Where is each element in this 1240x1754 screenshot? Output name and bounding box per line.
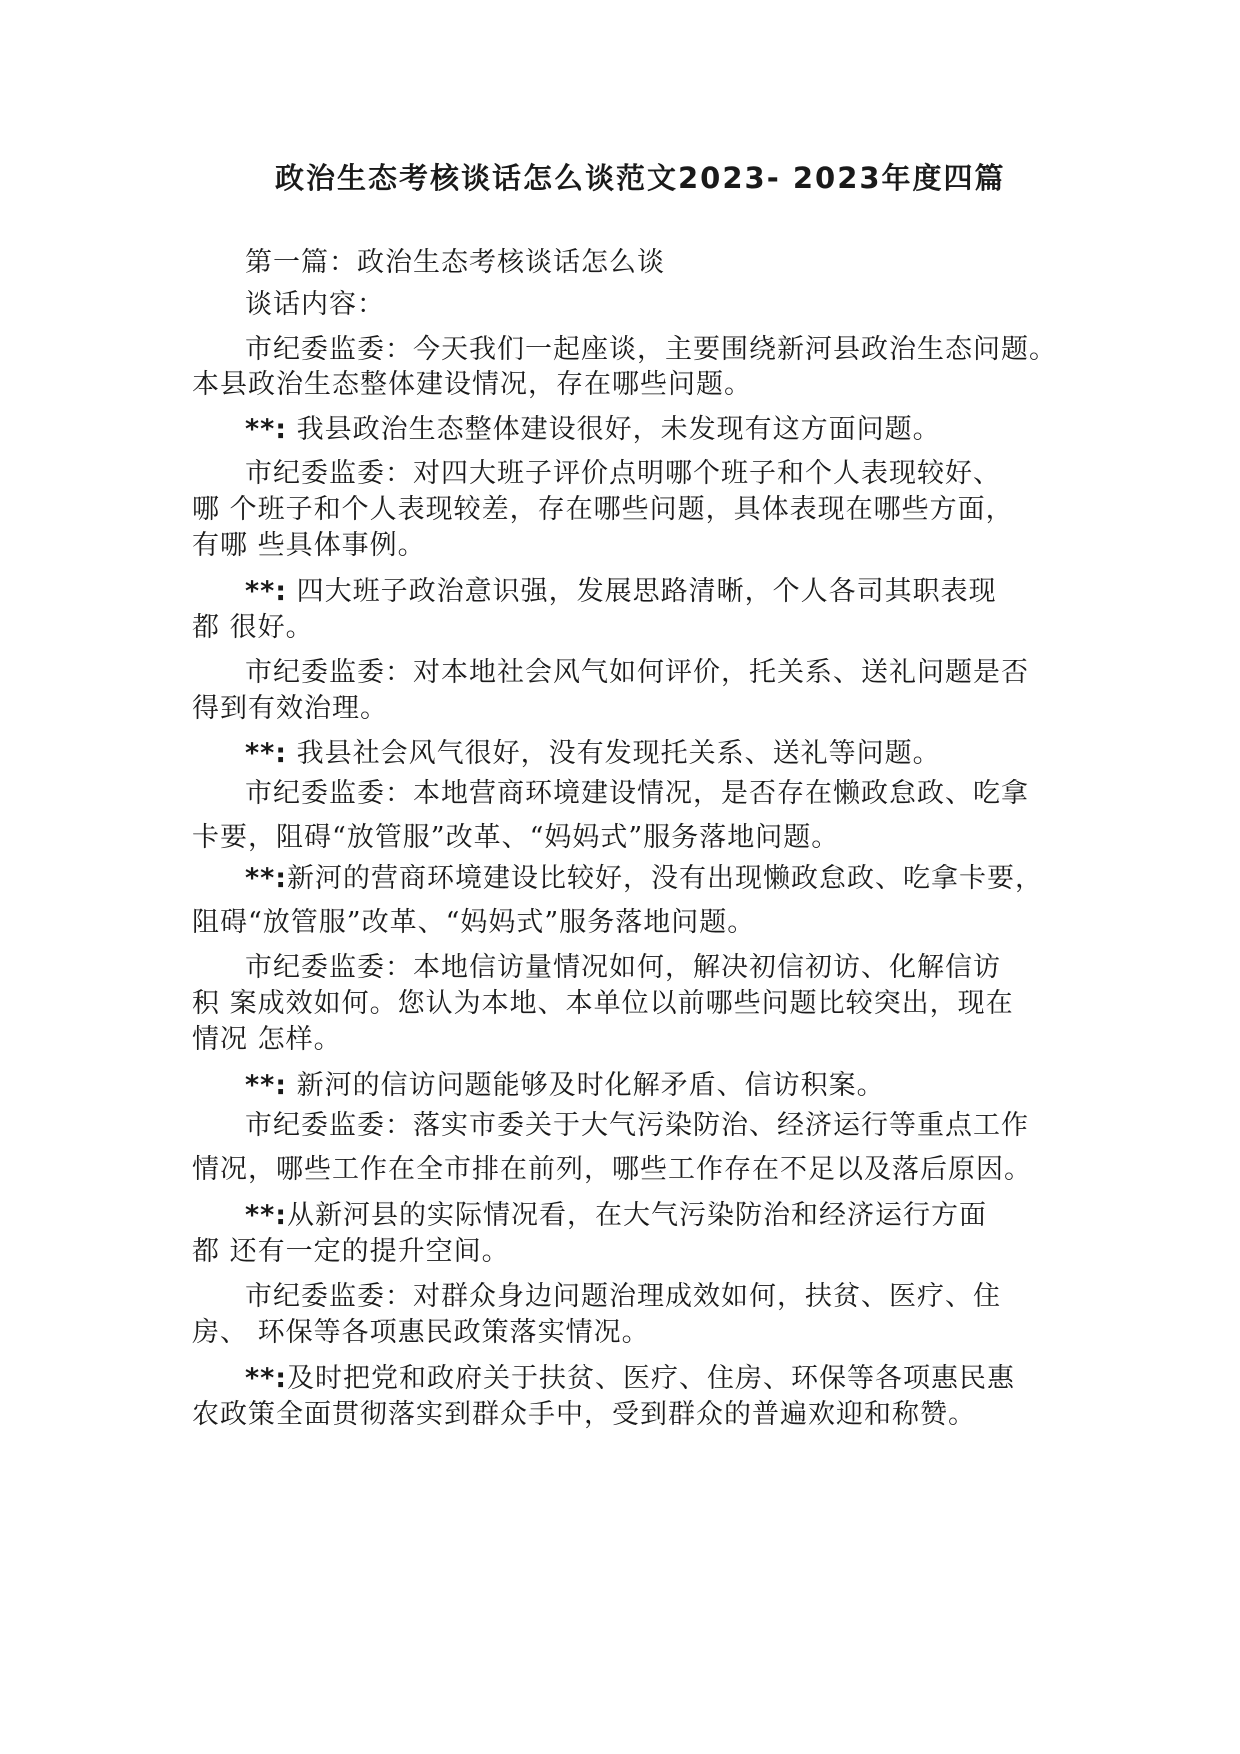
text-line: 市纪委监委：对本地社会风气如何评价，托关系、送礼问题是否	[245, 657, 1029, 688]
speaker-marker: **:	[245, 738, 288, 769]
document-title: 政治生态考核谈话怎么谈范文2023- 2023年度四篇	[275, 161, 1006, 195]
text-line: 哪 个班子和个人表现较差，存在哪些问题，具体表现在哪些方面，	[192, 494, 1014, 525]
text-line: **: 四大班子政治意识强，发展思路清晰，个人各司其职表现	[245, 576, 997, 607]
speaker-marker: **:	[245, 863, 288, 894]
text-line: 第一篇：政治生态考核谈话怎么谈	[245, 247, 665, 278]
speaker-marker: **:	[245, 1363, 288, 1394]
text-line: **: 我县政治生态整体建设很好，未发现有这方面问题。	[245, 414, 941, 445]
text-line: 农政策全面贯彻落实到群众手中，受到群众的普遍欢迎和称赞。	[192, 1399, 976, 1430]
speaker-marker: **:	[245, 414, 288, 445]
text-line: **: 我县社会风气很好，没有发现托关系、送礼等问题。	[245, 738, 941, 769]
text-line: **:新河的营商环境建设比较好，没有出现懒政怠政、吃拿卡要，	[245, 863, 1044, 894]
text-line: 情况，哪些工作在全市排在前列，哪些工作存在不足以及落后原因。	[192, 1154, 1032, 1185]
text-line: 卡要，阻碍“放管服”改革、“妈妈式”服务落地问题。	[192, 822, 840, 853]
text-line: 情况 怎样。	[192, 1024, 342, 1055]
text-line: 房、 环保等各项惠民政策落实情况。	[192, 1317, 650, 1348]
speaker-marker: **:	[245, 1200, 288, 1231]
text-line: **:及时把党和政府关于扶贫、医疗、住房、环保等各项惠民惠	[245, 1363, 1016, 1394]
text-line: **: 新河的信访问题能够及时化解矛盾、信访积案。	[245, 1070, 885, 1101]
text-line: 积 案成效如何。您认为本地、本单位以前哪些问题比较突出，现在	[192, 988, 1014, 1019]
text-line: 阻碍“放管服”改革、“妈妈式”服务落地问题。	[192, 907, 756, 938]
text-line: 市纪委监委：对群众身边问题治理成效如何，扶贫、医疗、住	[245, 1281, 1001, 1312]
text-line: 市纪委监委：本地信访量情况如何，解决初信初访、化解信访	[245, 952, 1001, 983]
text-line: 有哪 些具体事例。	[192, 530, 426, 561]
text-line: 都 还有一定的提升空间。	[192, 1236, 510, 1267]
text-line: **:从新河县的实际情况看，在大气污染防治和经济运行方面	[245, 1200, 988, 1231]
text-line: 市纪委监委：本地营商环境建设情况，是否存在懒政怠政、吃拿	[245, 778, 1029, 809]
text-line: 都 很好。	[192, 612, 314, 643]
text-line: 市纪委监委：落实市委关于大气污染防治、经济运行等重点工作	[245, 1110, 1029, 1141]
speaker-marker: **:	[245, 1070, 288, 1101]
text-line: 谈话内容：	[245, 289, 385, 320]
text-line: 本县政治生态整体建设情况，存在哪些问题。	[192, 369, 752, 400]
text-line: 得到有效治理。	[192, 693, 388, 724]
text-line: 市纪委监委：今天我们一起座谈，主要围绕新河县政治生态问题。	[245, 334, 1057, 365]
text-line: 市纪委监委：对四大班子评价点明哪个班子和个人表现较好、	[245, 458, 1001, 489]
speaker-marker: **:	[245, 576, 288, 607]
